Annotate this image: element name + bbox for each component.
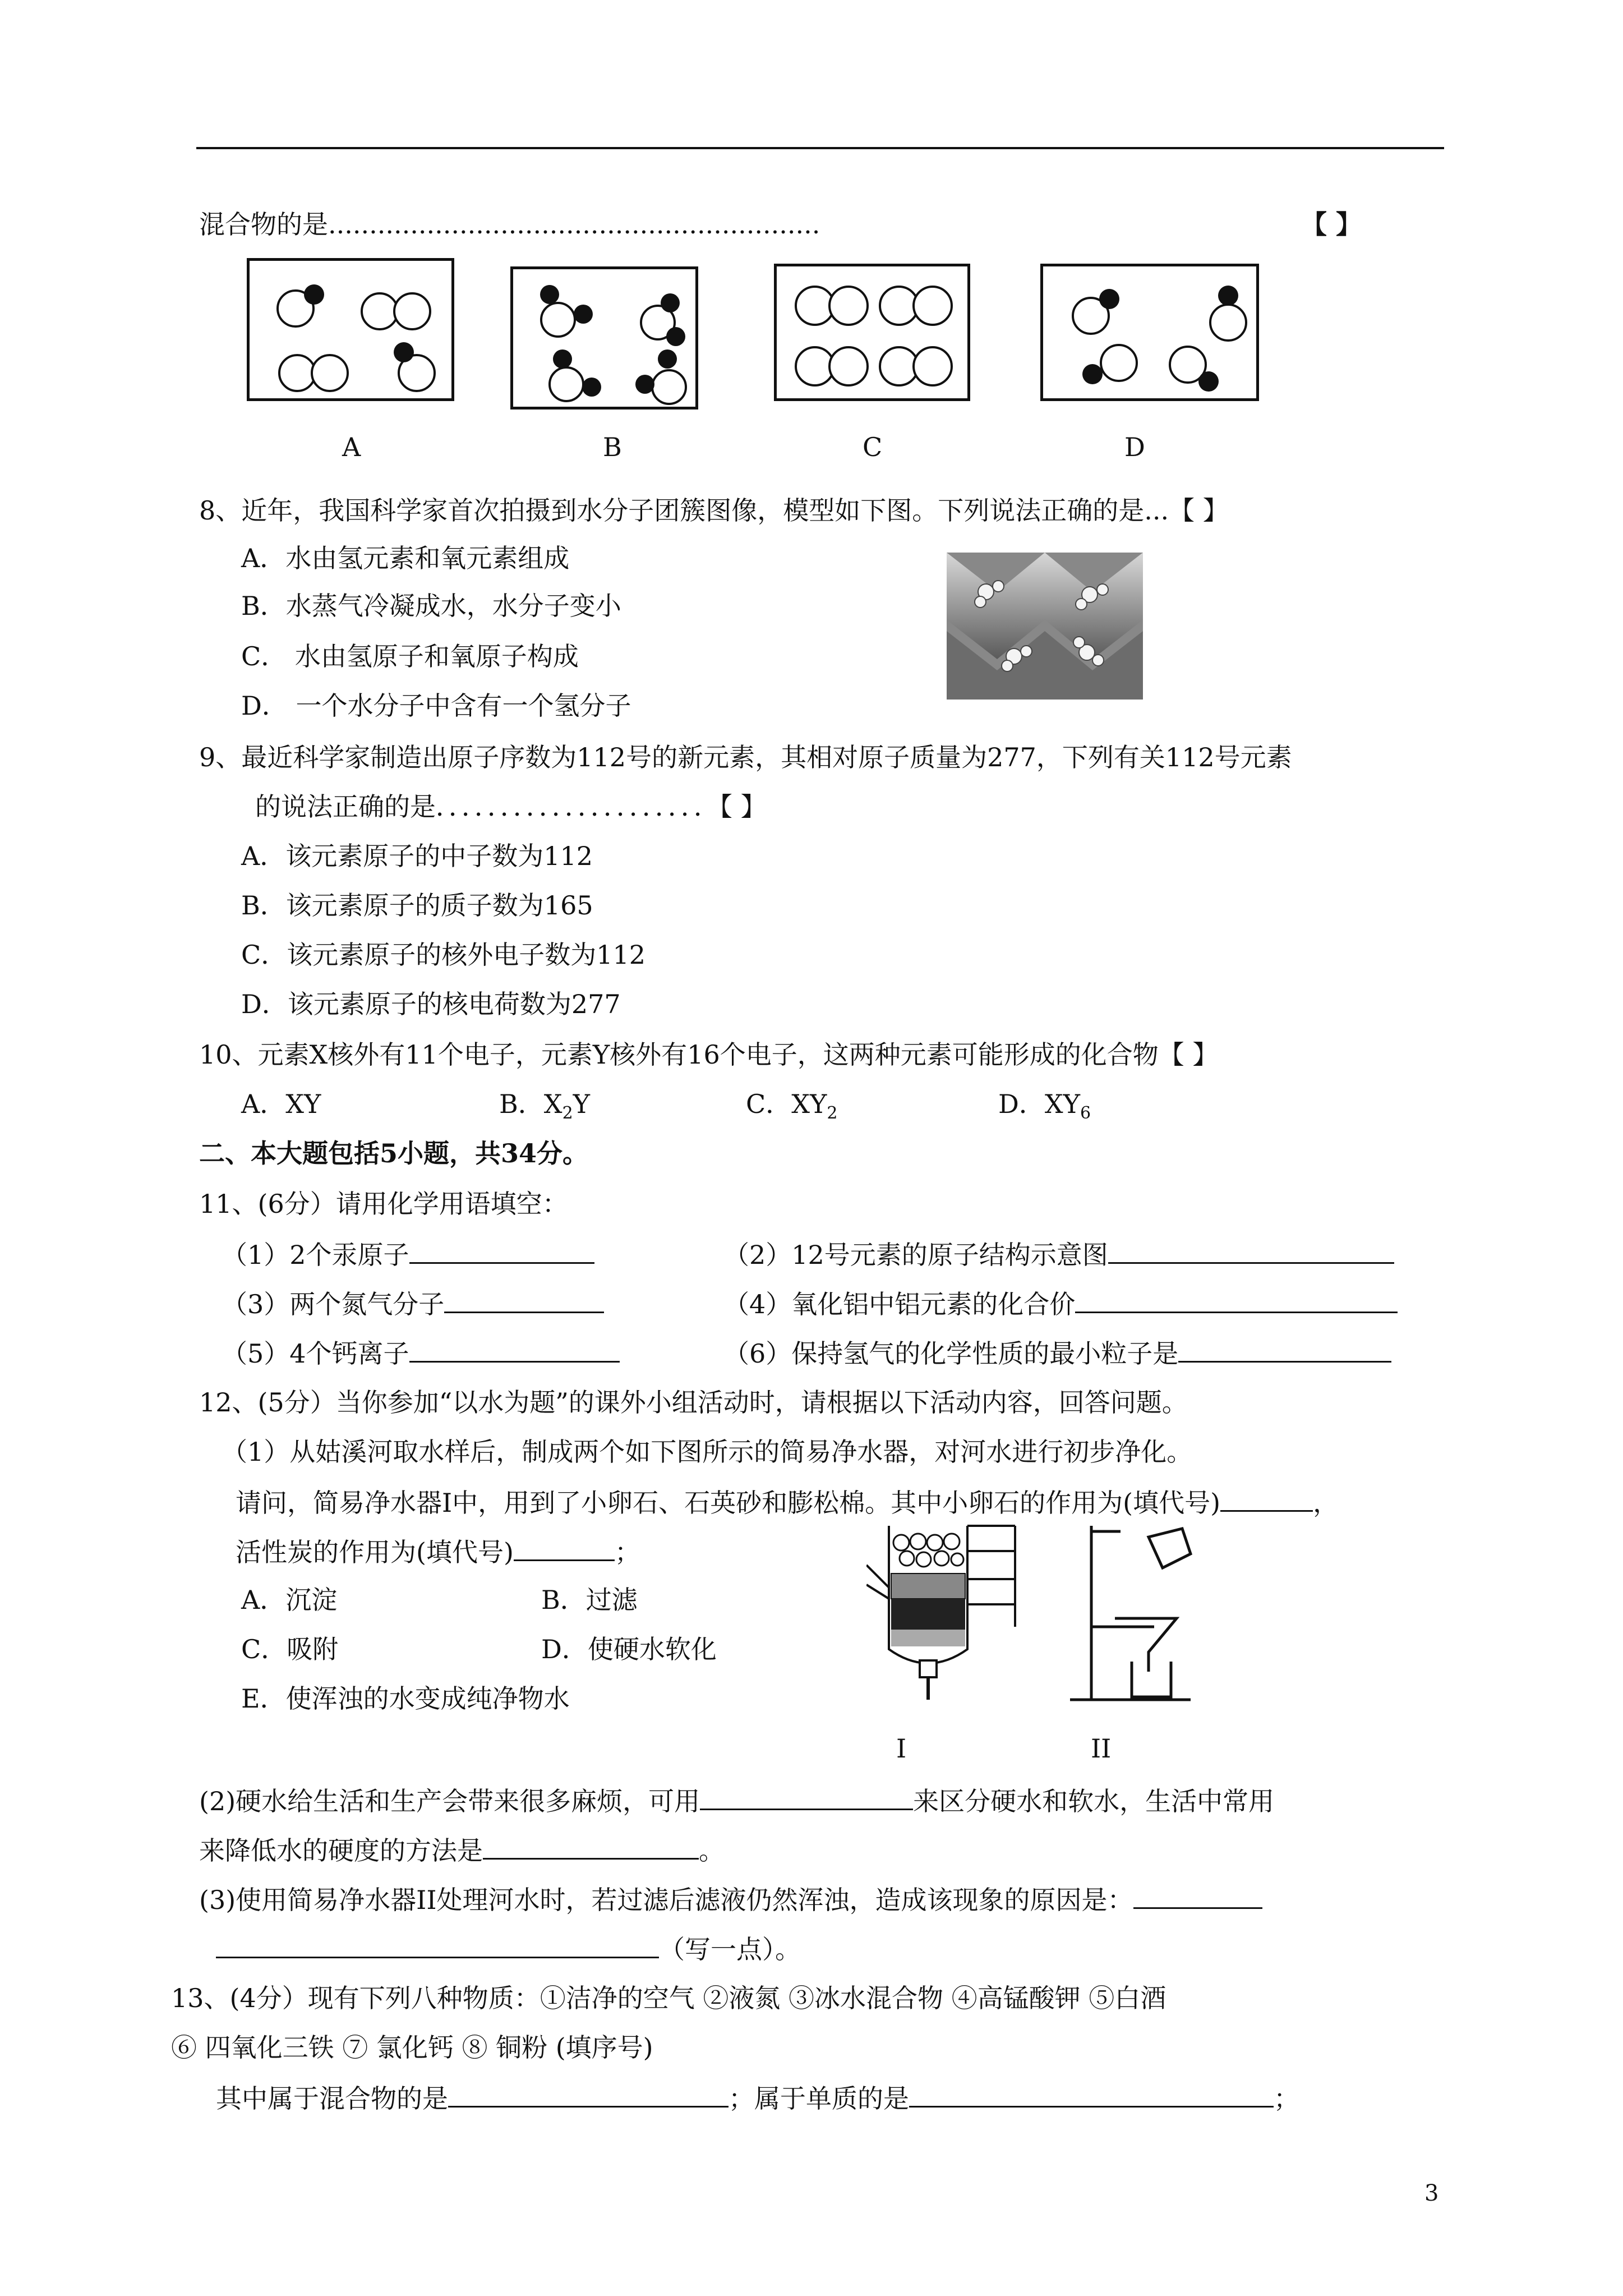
q7-dots: ............................................................ xyxy=(328,209,820,240)
header-rule xyxy=(196,147,1444,149)
section-2-heading: 二、本大题包括5小题，共34分。 xyxy=(199,1138,589,1168)
q8-option-b: B．水蒸气冷凝成水，水分子变小 xyxy=(241,591,621,621)
q7-option-c: C xyxy=(863,432,883,462)
q12-blank-reason-b[interactable] xyxy=(216,1931,659,1958)
q7-option-a: A xyxy=(342,432,361,462)
q11-item-1: （1）2个汞原子 xyxy=(222,1236,594,1272)
q9-option-b: B．该元素原子的质子数为165 xyxy=(241,890,593,921)
q12-blank-carbon[interactable] xyxy=(514,1534,615,1561)
q12-blank-soften[interactable] xyxy=(483,1832,699,1860)
q12-part3-line2: （写一点）。 xyxy=(216,1931,801,1966)
q10-stem: 10、元素X核外有11个电子，元素Y核外有16个电子，这两种元素可能形成的化合物【 】 xyxy=(199,1039,1219,1070)
q7-box-b xyxy=(510,266,698,409)
q11-blank-2[interactable] xyxy=(1108,1236,1394,1264)
q9-stem-line1: 9、最近科学家制造出原子序数为112号的新元素，其相对原子质量为277，下列有关112号元素 xyxy=(199,742,1292,772)
q12-stem: 12、(5分）当你参加“以水为题”的课外小组活动时，请根据以下活动内容，回答问题。 xyxy=(199,1387,1188,1418)
q12-part1-line2: 请问，简易净水器I中，用到了小卵石、石英砂和膨松棉。其中小卵石的作用为(填代号) ， xyxy=(236,1484,1339,1520)
q11-item-5: （5）4个钙离子 xyxy=(222,1335,620,1370)
q9-option-d: D．该元素原子的核电荷数为277 xyxy=(241,989,621,1019)
q12-blank-reason-a[interactable] xyxy=(1133,1881,1262,1909)
q13-stem: 13、(4分）现有下列八种物质：①洁净的空气 ②液氮 ③冰水混合物 ④高锰酸钾 ⑤白酒 xyxy=(171,1983,1166,2013)
q11-blank-1[interactable] xyxy=(409,1236,594,1264)
q11-item-6: （6）保持氢气的化学性质的最小粒子是 xyxy=(723,1335,1391,1370)
q11-blank-4[interactable] xyxy=(1075,1286,1398,1313)
q12-option-e: E．使浑浊的水变成纯净物水 xyxy=(241,1683,570,1714)
water-purifier-i-figure xyxy=(866,1520,1021,1711)
q10-option-c: C．$XY_2$ xyxy=(746,1089,838,1124)
q8-option-c: C． 水由氢原子和氧原子构成 xyxy=(241,641,579,671)
q7-answer-bracket: 【 】 xyxy=(1301,209,1362,240)
q8-option-a: A．水由氢元素和氧元素组成 xyxy=(241,543,570,573)
q11-blank-5[interactable] xyxy=(409,1335,620,1363)
q11-blank-6[interactable] xyxy=(1178,1335,1391,1363)
q7-box-a xyxy=(247,258,454,401)
q12-option-a: A．沉淀 xyxy=(241,1585,338,1615)
q12-option-c: C．吸附 xyxy=(241,1634,339,1664)
water-purifier-ii-figure xyxy=(1064,1515,1196,1708)
q11-item-2: （2）12号元素的原子结构示意图 xyxy=(723,1236,1394,1272)
q12-part1-line3: 活性炭的作用为(填代号) ； xyxy=(236,1534,640,1569)
q7-option-b: B xyxy=(603,432,622,462)
q12-part2-line2: 来降低水的硬度的方法是 。 xyxy=(199,1832,725,1867)
q8-stem: 8、近年，我国科学家首次拍摄到水分子团簇图像，模型如下图。下列说法正确的是...【 】 xyxy=(199,495,1229,526)
q7-molecule-diagram-b xyxy=(513,269,695,407)
q11-blank-3[interactable] xyxy=(444,1286,604,1313)
figure-label-i: I xyxy=(896,1733,907,1764)
q9-stem-line2: 的说法正确的是．．．．．．．．．．．．．．．．．．．．．【 】 xyxy=(255,792,767,822)
q10-option-b: B．$X_2Y$ xyxy=(499,1089,591,1124)
q12-part3-line1: (3)使用简易净水器II处理河水时，若过滤后滤液仍然浑浊，造成该现象的原因是： xyxy=(199,1881,1262,1917)
figure-label-ii: II xyxy=(1091,1733,1112,1764)
q13-blank-mixture[interactable] xyxy=(448,2080,728,2108)
q12-part1-line1: （1）从姑溪河取水样后，制成两个如下图所示的简易净水器，对河水进行初步净化。 xyxy=(222,1437,1193,1467)
q12-option-d: D．使硬水软化 xyxy=(541,1634,717,1664)
q7-molecule-diagram-c xyxy=(777,266,967,398)
q7-molecule-diagram-a xyxy=(250,261,451,398)
q11-item-4: （4）氧化铝中铝元素的化合价 xyxy=(723,1286,1398,1321)
q11-stem: 11、(6分）请用化学用语填空： xyxy=(199,1189,568,1219)
q7-molecule-diagram-d xyxy=(1043,266,1256,398)
q8-option-d: D． 一个水分子中含有一个氢分子 xyxy=(241,691,631,721)
q7-lead: 混合物的是 xyxy=(199,209,328,240)
q13-line3: 其中属于混合物的是 ；属于单质的是 ； xyxy=(216,2080,1299,2115)
q9-option-c: C．该元素原子的核外电子数为112 xyxy=(241,940,645,970)
water-cluster-image xyxy=(947,553,1143,700)
page-number: 3 xyxy=(1424,2180,1439,2206)
q7-box-d xyxy=(1040,264,1259,401)
q13-blank-element[interactable] xyxy=(909,2080,1274,2108)
q12-part2-line1: (2)硬水给生活和生产会带来很多麻烦，可用 来区分硬水和软水，生活中常用 xyxy=(199,1783,1274,1818)
q13-line2: ⑥ 四氧化三铁 ⑦ 氯化钙 ⑧ 铜粉 (填序号) xyxy=(171,2032,653,2063)
q12-blank-distinguish[interactable] xyxy=(700,1783,913,1810)
q7-option-d: D xyxy=(1124,432,1145,462)
q10-option-a: A．XY xyxy=(241,1089,321,1119)
q11-item-3: （3）两个氮气分子 xyxy=(222,1286,604,1321)
q10-option-d: D．$XY_6$ xyxy=(998,1089,1091,1124)
q12-blank-pebble[interactable] xyxy=(1220,1484,1313,1512)
q9-option-a: A．该元素原子的中子数为112 xyxy=(241,841,593,871)
q7-box-c xyxy=(774,264,970,401)
q12-option-b: B．过滤 xyxy=(541,1585,638,1615)
q7-lead-line xyxy=(199,208,820,241)
